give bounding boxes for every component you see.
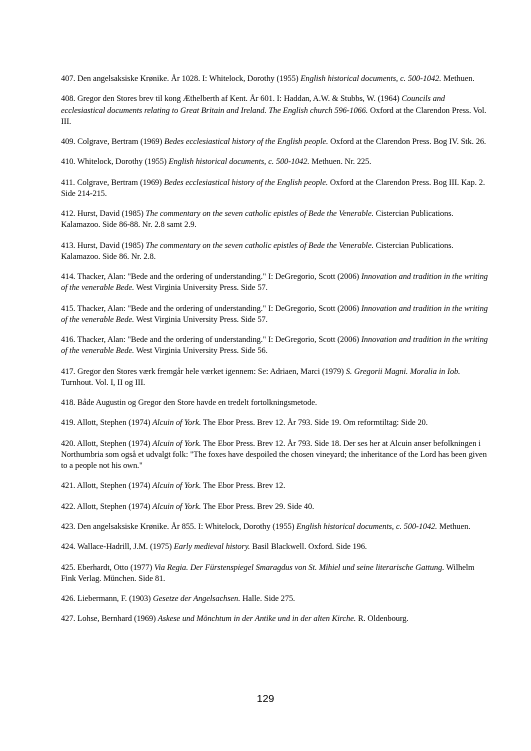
endnote-423	[61, 521, 489, 532]
endnote-416	[61, 334, 489, 356]
endnote-text: 424. Wallace-Hadrill, J.M. (1975)	[61, 542, 174, 552]
endnote-text: 412. Hurst, David (1985)	[61, 209, 146, 219]
endnote-414	[61, 271, 489, 293]
endnote-425	[61, 562, 489, 584]
endnote-text: 407. Den angelsaksiske Krønike. År 1028. I: Whitelock, Dorothy (1955)	[61, 74, 301, 83]
endnote-title: English historical documents, c. 500-1042.	[300, 74, 442, 83]
endnote-title: Alcuin of York.	[152, 418, 202, 428]
endnotes-list	[61, 73, 489, 634]
endnote-text: 426. Liebermann, F. (1903)	[61, 594, 153, 604]
endnote-text: 419. Allott, Stephen (1974)	[61, 418, 153, 428]
endnote-title: English historical documents, c. 500-1042.	[296, 521, 438, 531]
endnote-text: Methuen. Nr. 225.	[309, 157, 372, 167]
endnote-415	[61, 303, 489, 325]
endnote-text: 414. Thacker, Alan: "Bede and the ordering of understanding." I: DeGregorio, Scott (2006)	[61, 272, 362, 282]
endnote-title: Alcuin of York.	[152, 438, 202, 448]
endnote-title: Innovation and tradition in the writing of the venerable Bede.	[61, 272, 488, 293]
endnote-text: 422. Allott, Stephen (1974)	[61, 501, 153, 511]
endnote-text: Oxford at the Clarendon Press. Vol. III.	[61, 105, 487, 126]
endnote-text: 409. Colgrave, Bertram (1969)	[61, 137, 165, 146]
endnote-text: 408. Gregor den Stores brev til kong Æthelberth af Kent. År 601. I: Haddan, A.W. & Stubbs, W. (1964)	[61, 94, 402, 104]
endnote-text: 421. Allott, Stephen (1974)	[61, 481, 153, 491]
endnote-text: Cistercian Publications. Kalamazoo. Side 86. Nr. 2.8.	[61, 240, 454, 261]
endnote-410	[61, 156, 489, 167]
page-number: 129	[256, 693, 275, 705]
endnote-417	[61, 366, 489, 388]
endnote-title: Gesetze der Angelsachsen.	[152, 594, 241, 604]
endnote-text: Oxford at the Clarendon Press. Bog IV. Stk. 26.	[328, 137, 487, 146]
endnote-text: The Ebor Press. Brev 12.	[201, 481, 286, 491]
endnote-title: S. Gregorii Magni. Moralia in Iob.	[345, 366, 461, 376]
endnote-text: West Virginia University Press. Side 56.	[134, 346, 268, 356]
endnote-text: 425. Eberhardt, Otto (1977)	[61, 562, 155, 572]
endnote-422	[61, 501, 489, 512]
endnote-text: 416. Thacker, Alan: "Bede and the ordering of understanding." I: DeGregorio, Scott (2006)	[61, 335, 362, 345]
endnote-title: Bedes ecclesiastical history of the English people.	[164, 137, 329, 146]
endnote-title: Via Regia. Der Fürstenspiegel Smaragdus von St. Mihiel und seine literarische Gattung.	[154, 562, 445, 572]
endnote-title: Alcuin of York.	[152, 481, 202, 491]
endnote-text: Methuen.	[437, 521, 471, 531]
endnote-413	[61, 240, 489, 262]
endnote-text: 415. Thacker, Alan: "Bede and the ordering of understanding." I: DeGregorio, Scott (2006)	[61, 303, 362, 313]
endnote-title: Alcuin of York.	[152, 501, 202, 511]
endnote-420	[61, 438, 489, 472]
endnote-426	[61, 593, 489, 604]
endnote-text: The Ebor Press. Brev 12. År 793. Side 18. Der ses her at Alcuin anser befolkningen i Northumbria som også et udvalgt folk: "The foxes have despoiled the chosen vineyard; the inheritance of the Lord has been given to a people not his own."	[61, 438, 487, 471]
endnote-text: 411. Colgrave, Bertram (1969)	[61, 177, 164, 187]
endnote-419	[61, 417, 489, 428]
endnote-421	[61, 480, 489, 491]
endnote-text: The Ebor Press. Brev 29. Side 40.	[201, 501, 315, 511]
endnote-418	[61, 397, 489, 408]
endnote-text: Wilhelm Fink Verlag. München. Side 81.	[61, 562, 475, 583]
endnote-text: R. Oldenbourg.	[355, 614, 409, 624]
endnote-407	[61, 73, 489, 84]
endnote-text: 427. Lohse, Bernhard (1969)	[61, 614, 158, 624]
endnote-408	[61, 93, 489, 127]
endnote-title: Innovation and tradition in the writing of the venerable Bede.	[61, 303, 488, 324]
endnote-title: English historical documents, c. 500-1042.	[168, 157, 310, 167]
endnote-title: Bedes ecclesiastical history of the English people.	[163, 177, 328, 187]
endnote-text: 418. Både Augustin og Gregor den Store havde en tredelt fortolkningsmetode.	[61, 398, 318, 408]
endnote-text: Basil Blackwell. Oxford. Side 196.	[250, 542, 367, 552]
endnote-411	[61, 177, 489, 199]
endnote-title: The commentary on the seven catholic epistles of Bede the Venerable.	[145, 209, 374, 219]
endnote-text: Cistercian Publications. Kalamazoo. Side 86-88. Nr. 2.8 samt 2.9.	[61, 209, 454, 230]
endnote-409	[61, 136, 489, 147]
endnote-427	[61, 613, 489, 624]
endnote-412	[61, 208, 489, 230]
endnote-text: Oxford at the Clarendon Press. Bog III. Kap. 2. Side 214-215.	[61, 177, 486, 198]
endnote-text: The Ebor Press. Brev 12. År 793. Side 19. Om reformtiltag: Side 20.	[201, 418, 428, 428]
endnote-text: 413. Hurst, David (1985)	[61, 240, 146, 250]
endnote-text: West Virginia University Press. Side 57.	[134, 283, 268, 293]
endnote-text: Methuen.	[441, 74, 475, 83]
endnote-title: Councils and ecclesiastical documents relating to Great Britain and Ireland. The English church 596-1066.	[61, 94, 446, 115]
endnote-text: 423. Den angelsaksiske Krønike. År 855. I: Whitelock, Dorothy (1955)	[61, 521, 297, 531]
endnote-text: West Virginia University Press. Side 57.	[134, 314, 268, 324]
endnote-424	[61, 541, 489, 552]
endnote-text: 417. Gregor den Stores værk fremgår hele værket igennem: Se: Adriaen, Marci (1979)	[61, 366, 346, 376]
endnote-text: Halle. Side 275.	[240, 594, 296, 604]
endnote-text: 420. Allott, Stephen (1974)	[61, 438, 153, 448]
endnote-title: The commentary on the seven catholic epistles of Bede the Venerable.	[145, 240, 374, 250]
endnote-title: Innovation and tradition in the writing of the venerable Bede.	[61, 335, 488, 356]
endnote-text: Turnhout. Vol. I, II og III.	[61, 377, 146, 387]
endnote-title: Askese und Mönchtum in der Antike und in der alten Kirche.	[157, 614, 356, 624]
endnote-text: 410. Whitelock, Dorothy (1955)	[61, 157, 169, 167]
endnote-title: Early medieval history.	[173, 542, 251, 552]
